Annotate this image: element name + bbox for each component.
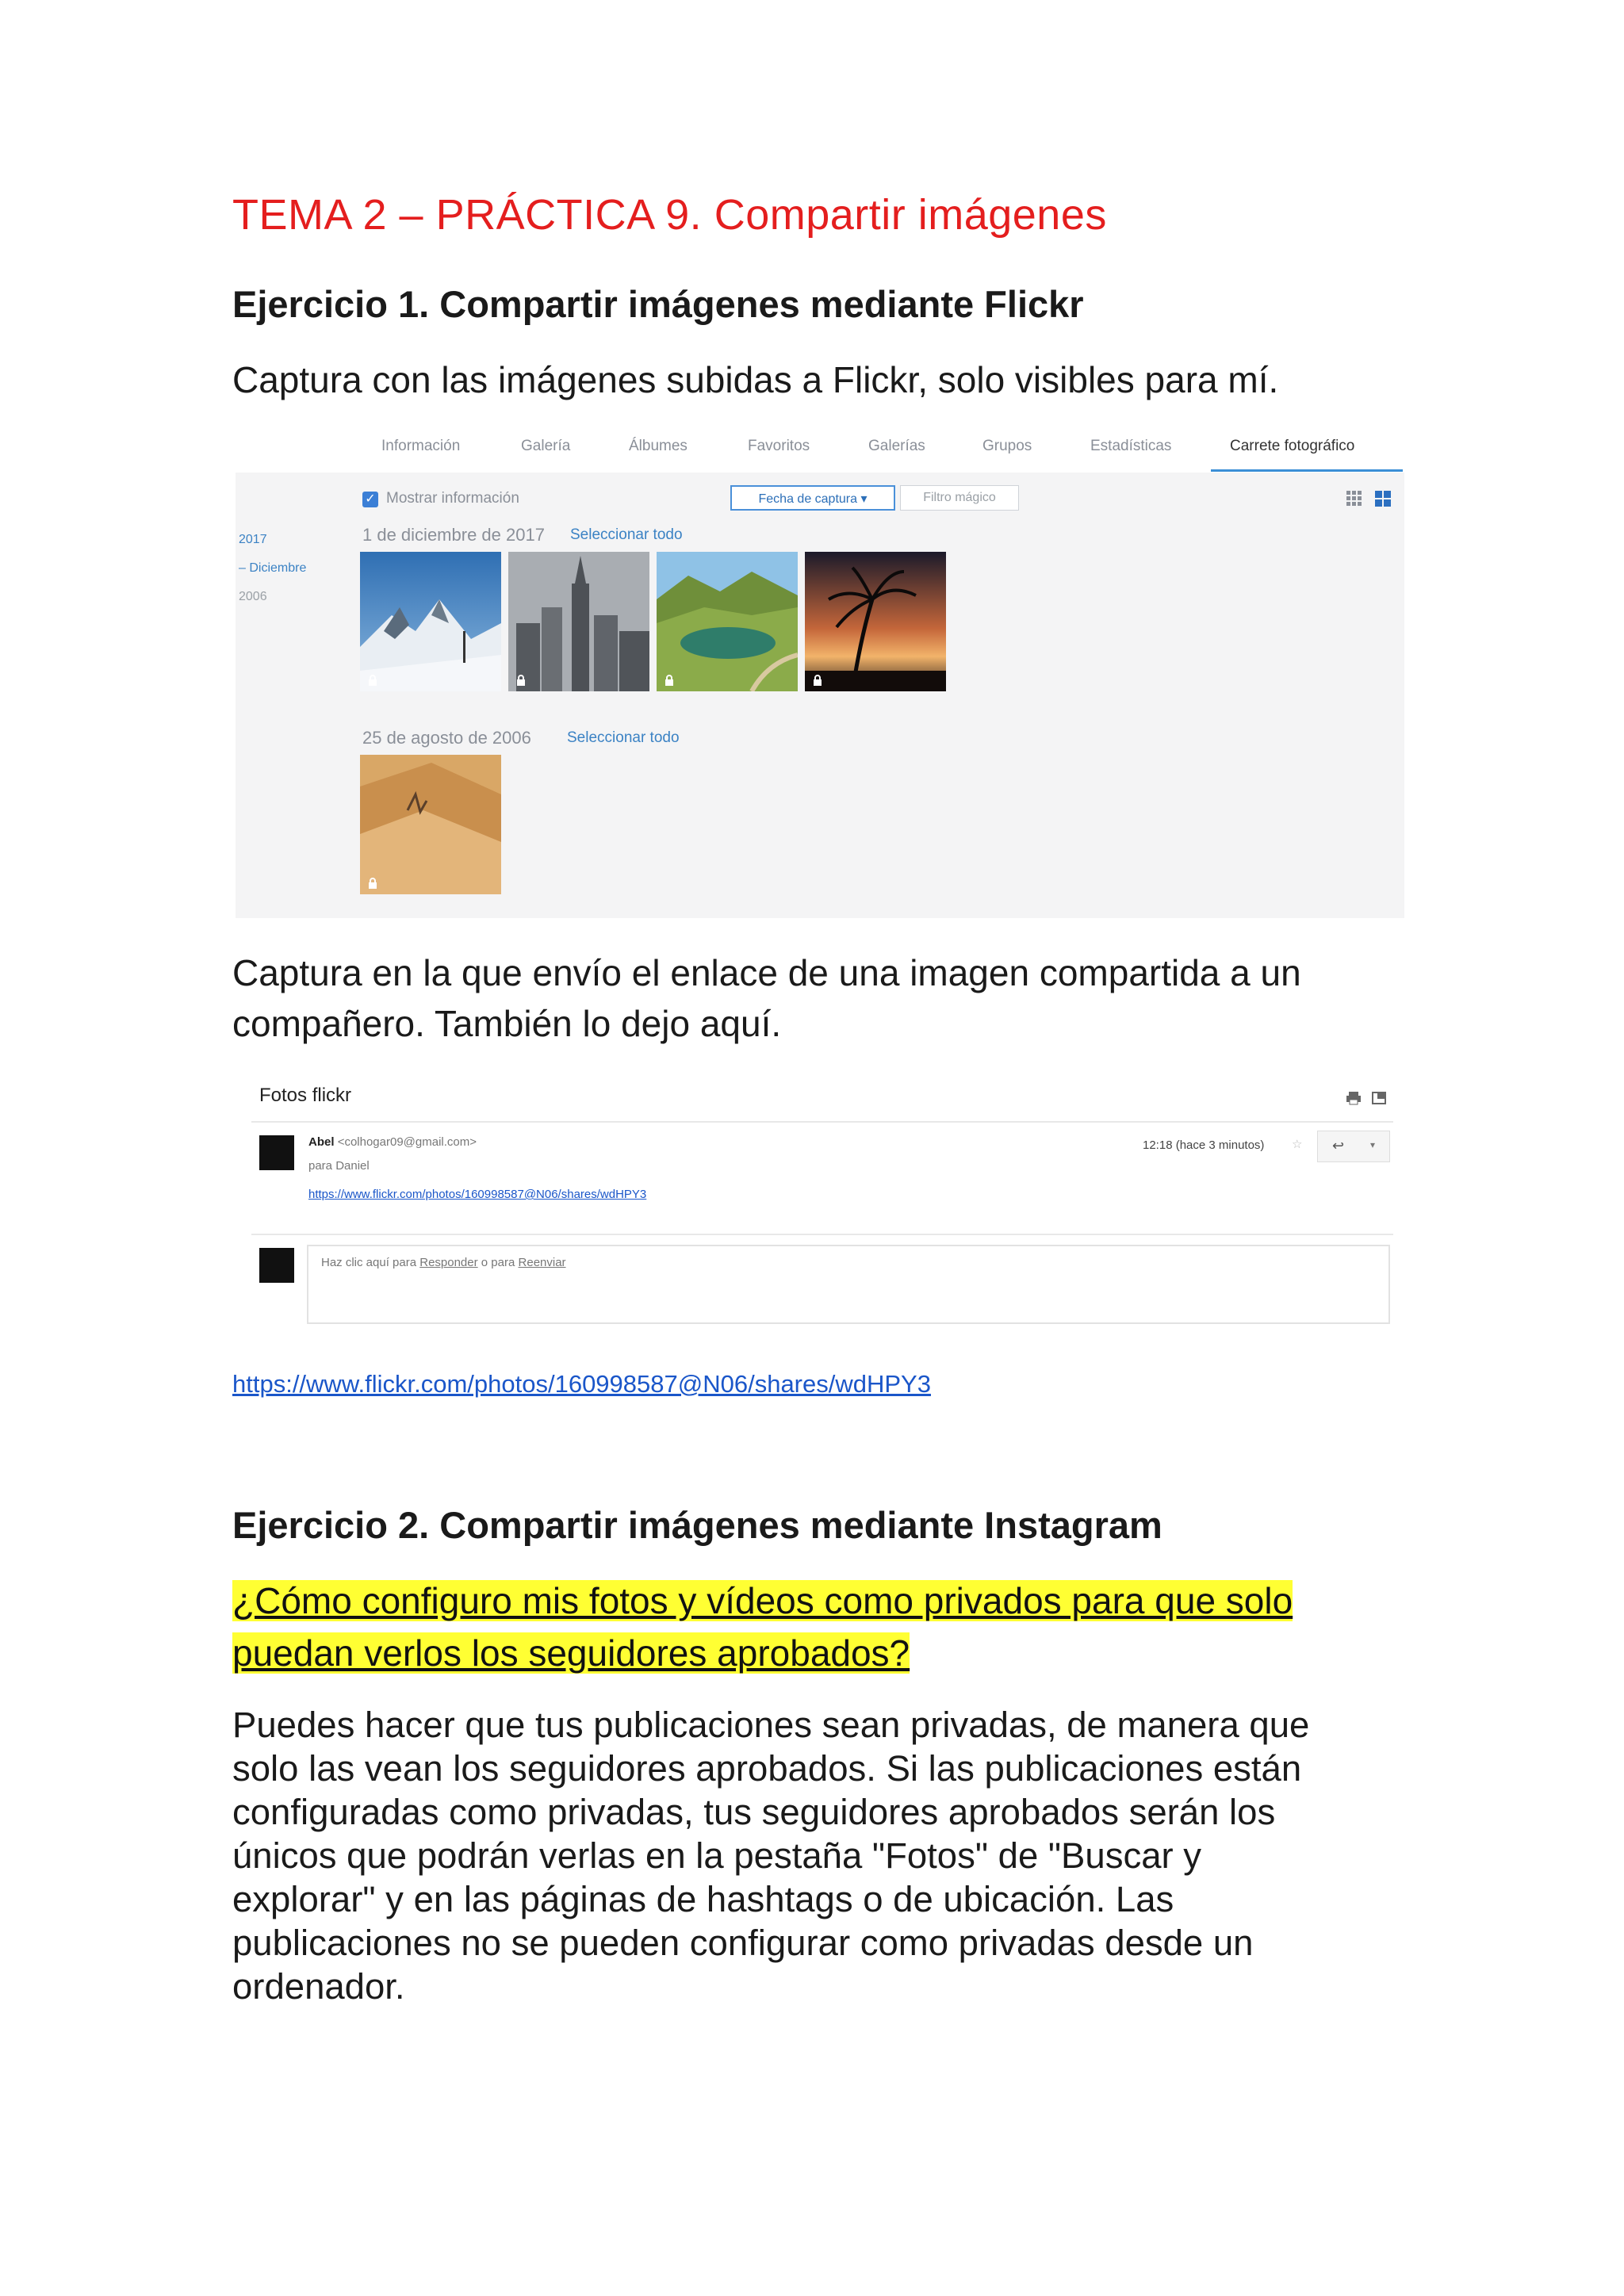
tab-albumes[interactable]: Álbumes: [629, 438, 688, 454]
sender-avatar: [259, 1135, 294, 1170]
reply-link[interactable]: Responder: [419, 1256, 478, 1269]
answer-line: configuradas como privadas, tus seguidores aprobados serán los: [232, 1792, 1276, 1832]
exercise1-caption2-line2: compañero. También lo dejo aquí.: [232, 1003, 782, 1044]
tab-informacion[interactable]: Información: [381, 438, 461, 454]
tab-galerias[interactable]: Galerías: [868, 438, 925, 454]
exercise2-heading: Ejercicio 2. Compartir imágenes mediante Instagram: [232, 1504, 1162, 1546]
sidebar-year-2006[interactable]: 2006: [239, 590, 267, 603]
sidebar-month-diciembre[interactable]: – Diciembre: [239, 561, 307, 575]
new-window-icon[interactable]: [1371, 1091, 1387, 1105]
star-icon[interactable]: ☆: [1292, 1138, 1303, 1151]
lock-icon: [663, 674, 676, 687]
more-options-icon[interactable]: ▾: [1370, 1139, 1376, 1150]
tab-grupos[interactable]: Grupos: [982, 438, 1032, 454]
photo-desert-dune[interactable]: [360, 755, 501, 894]
answer-paragraph: [232, 1703, 1406, 2008]
sender-email: <colhogar09@gmail.com>: [337, 1135, 477, 1149]
question-line2: puedan verlos los seguidores aprobados?: [232, 1632, 910, 1674]
answer-line: explorar" y en las páginas de hashtags o de ubicación. Las: [232, 1879, 1174, 1919]
reply-box[interactable]: [307, 1245, 1390, 1324]
exercise1-caption2-line1: Captura en la que envío el enlace de una imagen compartida a un: [232, 952, 1301, 993]
exercise1-caption1: Captura con las imágenes subidas a Flickr, solo visibles para mí.: [232, 359, 1279, 400]
divider: [251, 1121, 1393, 1123]
question-line1: ¿Cómo configuro mis fotos y vídeos como privados para que solo: [232, 1580, 1293, 1621]
grid-large-icon[interactable]: [1374, 490, 1392, 507]
photo-city-skyline[interactable]: [508, 552, 649, 691]
flickr-tabbar: [236, 419, 1404, 473]
sender-line: [308, 1135, 477, 1149]
reply-prompt-prefix: Haz clic aquí para: [321, 1256, 417, 1269]
reply-button-group[interactable]: [1317, 1131, 1390, 1162]
photo-green-lake[interactable]: [657, 552, 798, 691]
lock-icon: [811, 674, 824, 687]
reply-arrow-icon[interactable]: ↩: [1332, 1138, 1345, 1154]
highlighted-question: [232, 1575, 1398, 1679]
answer-line: únicos que podrán verlas en la pestaña "Fotos" de "Buscar y: [232, 1835, 1202, 1876]
print-icon[interactable]: [1346, 1091, 1362, 1105]
email-subject: Fotos flickr: [259, 1085, 352, 1106]
active-tab-underline: [1211, 469, 1403, 472]
gmail-message-screenshot: [236, 1072, 1404, 1334]
show-info-checkbox[interactable]: ✓: [362, 492, 378, 507]
answer-line: ordenador.: [232, 1966, 405, 2007]
answer-line: solo las vean los seguidores aprobados. Si las publicaciones están: [232, 1748, 1302, 1789]
group2-date: 25 de agosto de 2006: [362, 728, 531, 748]
photo-sunset-palm[interactable]: [805, 552, 946, 691]
forward-link[interactable]: Reenviar: [518, 1256, 566, 1269]
tab-carrete-fotografico[interactable]: Carrete fotográfico: [1230, 438, 1355, 454]
answer-line: publicaciones no se pueden configurar como privadas desde un: [232, 1923, 1254, 1963]
answer-line: Puedes hacer que tus publicaciones sean privadas, de manera que: [232, 1705, 1310, 1745]
tab-favoritos[interactable]: Favoritos: [748, 438, 810, 454]
group1-select-all-link[interactable]: Seleccionar todo: [570, 526, 683, 543]
recipient-line[interactable]: para Daniel: [308, 1159, 370, 1173]
tab-estadisticas[interactable]: Estadísticas: [1090, 438, 1172, 454]
group1-date: 1 de diciembre de 2017: [362, 525, 545, 545]
document-title: TEMA 2 – PRÁCTICA 9. Compartir imágenes: [232, 191, 1107, 239]
lock-icon: [366, 877, 379, 890]
reply-prompt-mid: o para: [481, 1256, 515, 1269]
shared-image-link[interactable]: https://www.flickr.com/photos/160998587@N06/shares/wdHPY3: [232, 1370, 931, 1398]
group2-select-all-link[interactable]: Seleccionar todo: [567, 729, 680, 746]
sidebar-year-2017[interactable]: 2017: [239, 533, 267, 546]
exercise1-heading: Ejercicio 1. Compartir imágenes mediante Flickr: [232, 283, 1084, 325]
show-info-label: Mostrar información: [386, 490, 519, 507]
lock-icon: [366, 674, 379, 687]
sender-name: Abel: [308, 1135, 335, 1149]
tab-galeria[interactable]: Galería: [521, 438, 571, 454]
email-body-link[interactable]: https://www.flickr.com/photos/160998587@N06/shares/wdHPY3: [308, 1188, 647, 1201]
email-time: 12:18 (hace 3 minutos): [1143, 1138, 1265, 1152]
photo-snow-mountain[interactable]: [360, 552, 501, 691]
reply-prompt: [321, 1256, 566, 1269]
reply-avatar: [259, 1248, 294, 1283]
flickr-camera-roll-screenshot: [236, 419, 1404, 918]
magic-filter-button[interactable]: Filtro mágico: [900, 485, 1019, 511]
grid-small-icon[interactable]: [1346, 490, 1363, 507]
divider: [251, 1234, 1393, 1235]
lock-icon: [515, 674, 527, 687]
sort-by-date-button[interactable]: Fecha de captura ▾: [730, 485, 895, 511]
